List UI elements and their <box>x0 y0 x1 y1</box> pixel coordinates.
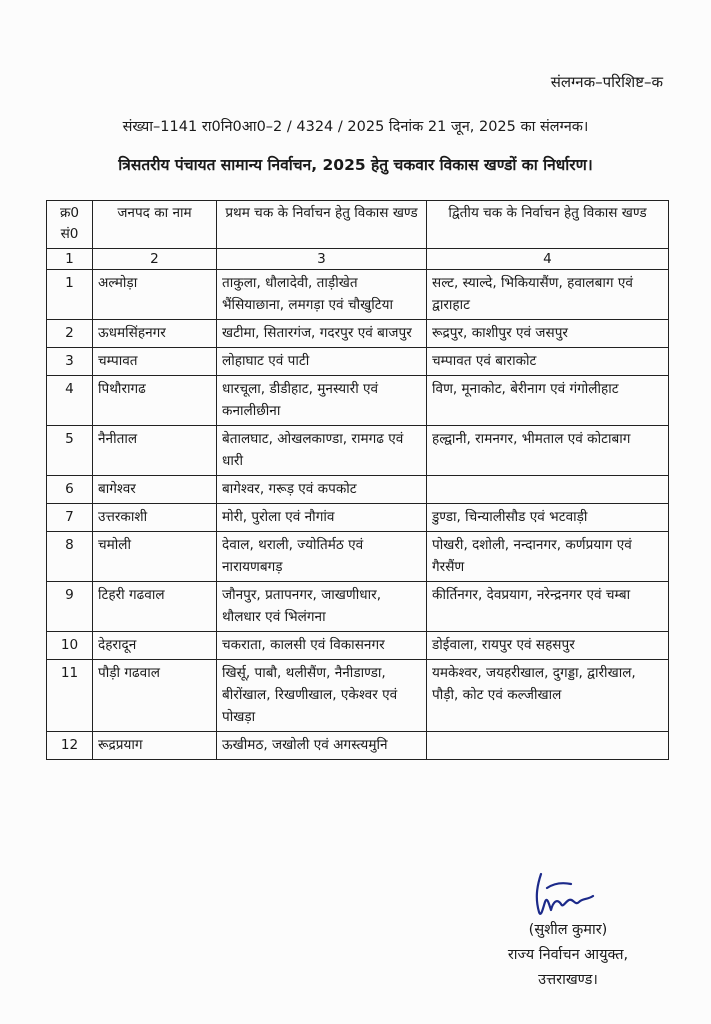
reference-line: संख्या–1141 रा0नि0आ0–2 / 4324 / 2025 दिनांक 21 जून, 2025 का संलग्नक। <box>122 119 589 135</box>
row-phase-two: कीर्तिनगर, देवप्रयाग, नरेन्द्रनगर एवं चम्बा <box>427 582 669 632</box>
table-row <box>47 532 669 582</box>
development-block-table <box>46 200 669 760</box>
row-district: नैनीताल <box>93 426 217 476</box>
row-phase-one: खिर्सू, पाबौ, थलीसैंण, नैनीडाण्डा, बीरोंखाल, रिखणीखाल, एकेश्वर एवं पोखड़ा <box>217 660 427 732</box>
column-number: 4 <box>427 249 669 270</box>
handwritten-signature <box>513 868 623 924</box>
row-phase-one: लोहाघाट एवं पाटी <box>217 348 427 376</box>
row-phase-one: मोरी, पुरोला एवं नौगांव <box>217 504 427 532</box>
table-row <box>47 476 669 504</box>
row-serial: 9 <box>47 582 93 632</box>
column-number: 2 <box>93 249 217 270</box>
column-number: 1 <box>47 249 93 270</box>
table-row <box>47 660 669 732</box>
row-serial: 7 <box>47 504 93 532</box>
row-phase-two <box>427 732 669 760</box>
table-row <box>47 426 669 476</box>
table-row <box>47 348 669 376</box>
row-district: पिथौरागढ <box>93 376 217 426</box>
row-phase-two: हल्द्वानी, रामनगर, भीमताल एवं कोटाबाग <box>427 426 669 476</box>
signatory-state: उत्तराखण्ड। <box>538 972 598 988</box>
column-number: 3 <box>217 249 427 270</box>
row-phase-one: देवाल, थराली, ज्योतिर्मठ एवं नारायणबगड़ <box>217 532 427 582</box>
signature-block <box>483 868 653 993</box>
row-district: उत्तरकाशी <box>93 504 217 532</box>
signatory-name: (सुशील कुमार) <box>528 922 608 938</box>
document-heading: त्रिसतरीय पंचायत सामान्य निर्वाचन, 2025 हेतु चकवार विकास खण्डों का निर्धारण। <box>118 156 593 174</box>
row-phase-one: बागेश्वर, गरूड़ एवं कपकोट <box>217 476 427 504</box>
row-phase-two: पोखरी, दशोली, नन्दानगर, कर्णप्रयाग एवं गैरसैंण <box>427 532 669 582</box>
row-district: रूद्रप्रयाग <box>93 732 217 760</box>
header-serial: क्र0 सं0 <box>47 201 93 249</box>
row-serial: 11 <box>47 660 93 732</box>
row-district: टिहरी गढवाल <box>93 582 217 632</box>
row-phase-two: डुण्डा, चिन्यालीसौड एवं भटवाड़ी <box>427 504 669 532</box>
row-phase-one: जौनपुर, प्रतापनगर, जाखणीधार, थौलधार एवं भिलंगना <box>217 582 427 632</box>
row-serial: 6 <box>47 476 93 504</box>
table-row <box>47 732 669 760</box>
row-phase-one: धारचूला, डीडीहाट, मुनस्यारी एवं कनालीछीना <box>217 376 427 426</box>
table-row <box>47 376 669 426</box>
row-serial: 1 <box>47 270 93 320</box>
row-serial: 10 <box>47 632 93 660</box>
table-body <box>47 270 669 760</box>
row-district: ऊधमसिंहनगर <box>93 320 217 348</box>
row-phase-two: रूद्रपुर, काशीपुर एवं जसपुर <box>427 320 669 348</box>
row-serial: 5 <box>47 426 93 476</box>
row-phase-two: सल्ट, स्याल्दे, भिकियासैंण, हवालबाग एवं द्वाराहाट <box>427 270 669 320</box>
table-row <box>47 504 669 532</box>
table-header-row <box>47 201 669 249</box>
table-row <box>47 270 669 320</box>
row-phase-two: डोईवाला, रायपुर एवं सहसपुर <box>427 632 669 660</box>
row-phase-two <box>427 476 669 504</box>
row-serial: 8 <box>47 532 93 582</box>
row-phase-two: यमकेश्वर, जयहरीखाल, दुगड्डा, द्वारीखाल, पौड़ी, कोट एवं कल्जीखाल <box>427 660 669 732</box>
header-district: जनपद का नाम <box>93 201 217 249</box>
row-district: देहरादून <box>93 632 217 660</box>
row-serial: 4 <box>47 376 93 426</box>
signatory-designation: राज्य निर्वाचन आयुक्त, <box>507 947 629 963</box>
annex-label: संलग्नक–परिशिष्ट–क <box>550 73 663 91</box>
row-phase-two: चम्पावत एवं बाराकोट <box>427 348 669 376</box>
row-phase-one: बेतालघाट, ओखलकाण्डा, रामगढ एवं धारी <box>217 426 427 476</box>
table-row <box>47 582 669 632</box>
row-serial: 3 <box>47 348 93 376</box>
table-row <box>47 320 669 348</box>
row-district: चम्पावत <box>93 348 217 376</box>
header-phase-one: प्रथम चक के निर्वाचन हेतु विकास खण्ड <box>217 201 427 249</box>
row-serial: 2 <box>47 320 93 348</box>
row-phase-one: ताकुला, धौलादेवी, ताड़ीखेत भैंसियाछाना, लमगड़ा एवं चौखुटिया <box>217 270 427 320</box>
row-phase-two: विण, मूनाकोट, बेरीनाग एवं गंगोलीहाट <box>427 376 669 426</box>
row-phase-one: खटीमा, सितारगंज, गदरपुर एवं बाजपुर <box>217 320 427 348</box>
row-phase-one: ऊखीमठ, जखोली एवं अगस्त्यमुनि <box>217 732 427 760</box>
row-district: चमोली <box>93 532 217 582</box>
row-district: पौड़ी गढवाल <box>93 660 217 732</box>
column-number-row <box>47 249 669 270</box>
table-row <box>47 632 669 660</box>
row-district: बागेश्वर <box>93 476 217 504</box>
row-serial: 12 <box>47 732 93 760</box>
header-phase-two: द्वितीय चक के निर्वाचन हेतु विकास खण्ड <box>427 201 669 249</box>
row-district: अल्मोड़ा <box>93 270 217 320</box>
row-phase-one: चकराता, कालसी एवं विकासनगर <box>217 632 427 660</box>
